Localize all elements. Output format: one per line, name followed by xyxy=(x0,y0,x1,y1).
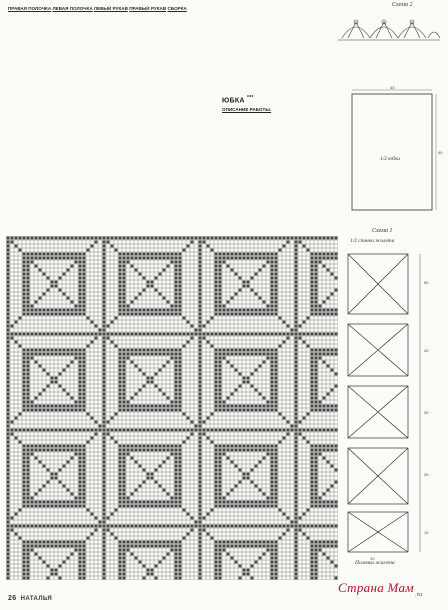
svg-text:20: 20 xyxy=(424,472,429,477)
heading-left-sleeve: ЛЕВЫЙ РУКАВ xyxy=(93,6,128,11)
skirt-width-dim: 40 xyxy=(390,86,395,90)
skirt-length-dim: 40 xyxy=(438,150,443,155)
schema-2-label: Схема 2 xyxy=(392,2,413,8)
skirt-schematic xyxy=(336,86,444,218)
filet-grid xyxy=(6,236,338,580)
heading-right-front: ПРАВАЯ ПОЛОЧКА xyxy=(8,6,52,11)
vest-back-half-label: 1/2 спинки жилета xyxy=(350,238,395,244)
page-number: 26 xyxy=(8,595,17,602)
magazine-name: НАТАЛЬЯ xyxy=(20,596,53,602)
instructions-left-column xyxy=(8,6,214,232)
vest-front-label: Полочка жилета xyxy=(355,560,395,566)
schema-2-diagram xyxy=(336,8,444,48)
svg-text:10: 10 xyxy=(424,530,429,535)
svg-text:30: 30 xyxy=(424,410,429,415)
svg-text:40: 40 xyxy=(424,348,429,353)
schema-1-label: Схема 1 xyxy=(372,228,393,234)
heading-right-sleeve: ПРАВЫЙ РУКАВ xyxy=(129,6,167,11)
vest-schematic xyxy=(340,244,446,560)
crochet-chart-schema-1 xyxy=(6,236,338,580)
skirt-half-label: 1/2 юбки xyxy=(380,156,400,162)
svg-text:10: 10 xyxy=(370,556,375,560)
page-footer xyxy=(8,595,52,602)
instructions-mid-column xyxy=(222,6,334,92)
heading-assembly: СБОРКА xyxy=(167,6,187,11)
difficulty-stars: *** xyxy=(247,95,254,101)
svg-text:50: 50 xyxy=(424,280,429,285)
site-watermark: Страна Мам$_{.ru}$ xyxy=(338,580,423,598)
skirt-title: ЮБКА *** xyxy=(222,95,254,105)
work-description-heading: ОПИСАНИЕ РАБОТЫ. xyxy=(222,107,272,113)
heading-left-front: ЛЕВАЯ ПОЛОЧКА xyxy=(52,6,93,11)
skirt-section xyxy=(222,94,334,113)
